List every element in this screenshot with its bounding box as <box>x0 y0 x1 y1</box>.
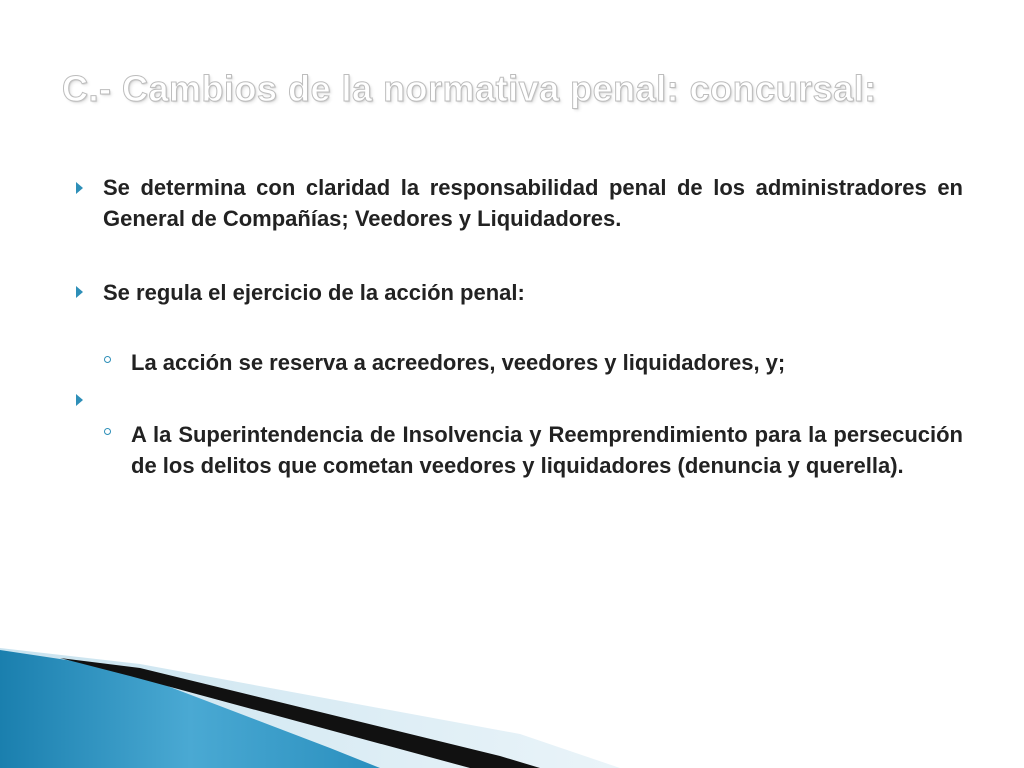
arrow-bullet-icon <box>76 394 83 406</box>
bullet-text: La acción se reserva a acreedores, veedores y liquidadores, y; <box>131 350 786 375</box>
sub-bullet-item <box>131 347 963 378</box>
circle-bullet-icon <box>104 356 111 363</box>
bullet-item <box>103 172 963 234</box>
sub-bullet-item <box>131 419 963 481</box>
arrow-bullet-icon <box>76 182 83 194</box>
bullet-item <box>103 277 963 308</box>
bullet-text: Se determina con claridad la responsabilidad penal de los administradores en General de Compañías; Veedores y Liquidadores. <box>103 175 963 231</box>
arrow-bullet-icon <box>76 286 83 298</box>
circle-bullet-icon <box>104 428 111 435</box>
slide-title: C.- Cambios de la normativa penal: concursal: <box>62 68 877 109</box>
footer-swoosh-decoration <box>0 638 1024 768</box>
bullet-text: Se regula el ejercicio de la acción penal: <box>103 280 525 305</box>
bullet-text: A la Superintendencia de Insolvencia y Reemprendimiento para la persecución de los delitos que cometan veedores y liquidadores (denuncia y querella). <box>131 422 963 478</box>
